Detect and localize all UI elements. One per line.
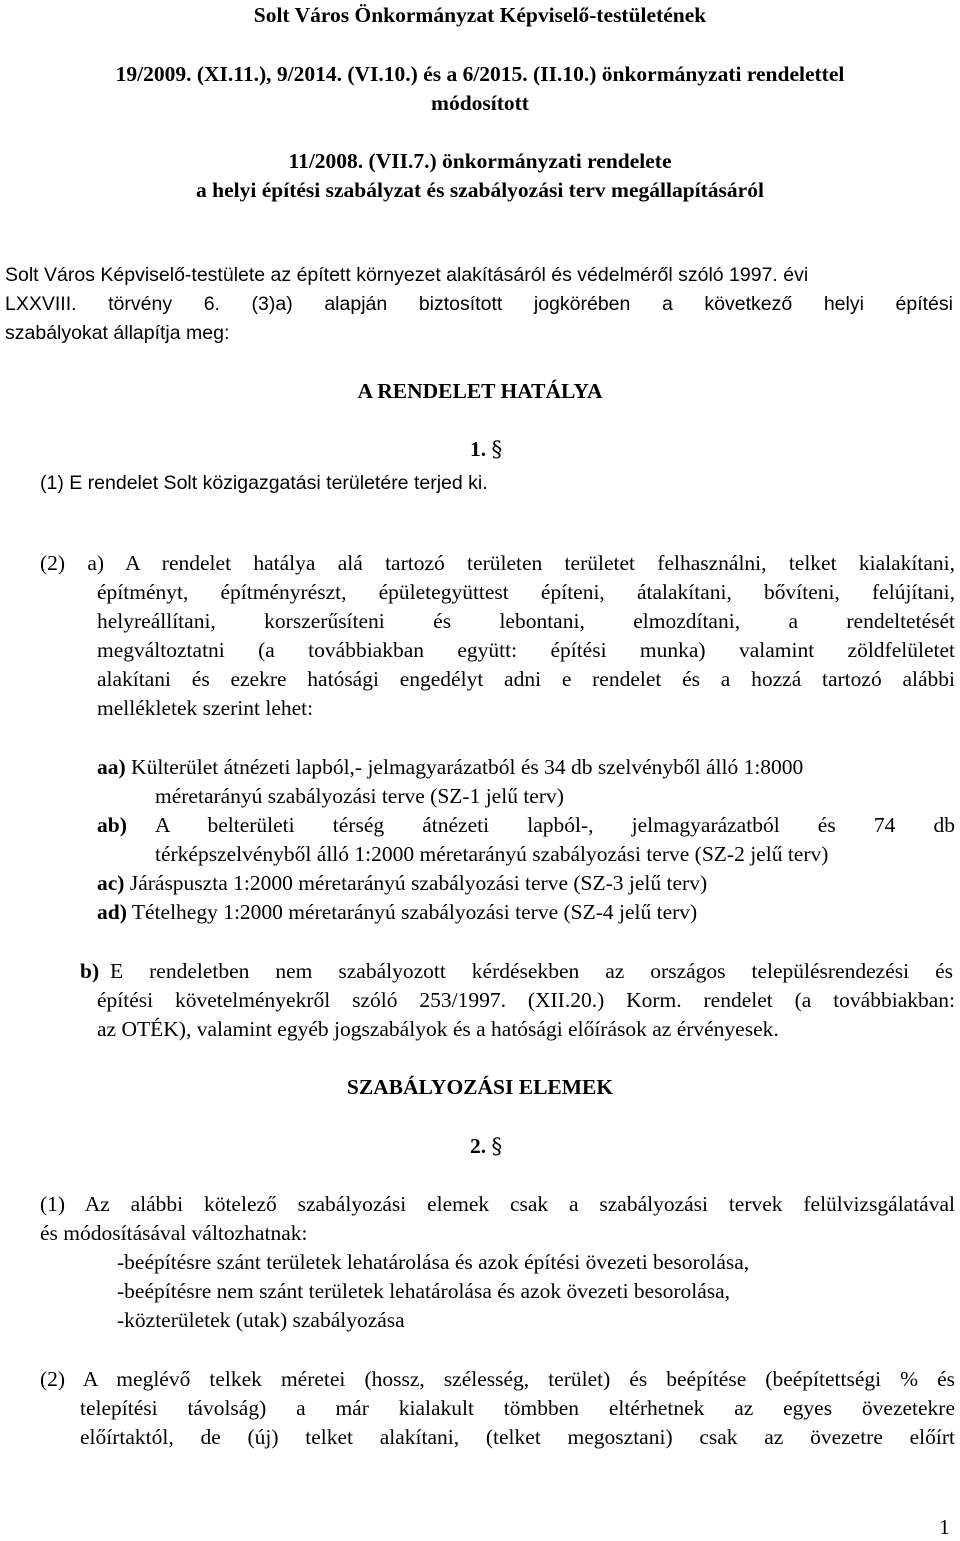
- section-1-p2-line-6: mellékletek szerint lehet:: [97, 696, 314, 720]
- s2-p2-line-1-text: (2) A meglévő telkek méretei (hossz, szélesség, terület) és beépítése (beépítettségi % és: [40, 1367, 955, 1391]
- section-1-number: [470, 436, 502, 463]
- item-b-line-2: [97, 987, 955, 1013]
- s2-p1-line-1-text: (1) Az alábbi kötelező szabályozási elemek csak a szabályozási tervek felülvizsgálatával: [40, 1192, 955, 1216]
- item-b-text: E rendeletben nem szabályozott kérdésekben az országos településrendezési és: [110, 959, 953, 983]
- item-ac-text: Járáspuszta 1:2000 méretarányú szabályozási terve (SZ-3 jelű terv): [129, 871, 708, 895]
- section-2-number: [470, 1133, 502, 1160]
- section-2-list-item: -beépítésre nem szánt területek lehatárolása és azok övezeti besorolása,: [117, 1279, 731, 1303]
- section-2-list-item: -beépítésre szánt területek lehatárolása és azok építési övezeti besorolása,: [117, 1250, 750, 1274]
- item-aa-line-2: méretarányú szabályozási terve (SZ-1 jelű terv): [155, 784, 564, 808]
- section-1-p2-line-4: [97, 637, 955, 663]
- item-ab-text: A belterületi térség átnézeti lapból-, jelmagyarázatból és 74 db: [155, 813, 955, 837]
- s2-p2-line-3-text: előírtaktól, de (új) telket alakítani, (telket megosztani) csak az övezetre előírt: [80, 1425, 955, 1449]
- section-1-p2-line-2: [97, 579, 955, 605]
- section-1-paragraph-1: (1) E rendelet Solt közigazgatási területére terjed ki.: [40, 472, 488, 494]
- item-b-line-3: az OTÉK), valamint egyéb jogszabályok és a hatósági előírások az érvényesek.: [97, 1017, 779, 1041]
- section-2-list-item: -közterületek (utak) szabályozása: [117, 1308, 405, 1332]
- p2-line-3-text: helyreállítani, korszerűsíteni és lebontani, elmozdítani, a rendeltetését: [97, 609, 955, 633]
- section-sign-icon: §: [491, 437, 503, 462]
- item-ab-line-2: térképszelvényből álló 1:2000 méretarányú szabályozási terve (SZ-2 jelű terv): [155, 842, 829, 866]
- p2-line-4-text: megváltoztatni (a továbbiakban együtt: építési munka) valamint zöldfelületet: [97, 638, 955, 662]
- item-ac-label: ac): [97, 871, 125, 895]
- item-ad-text: Tételhegy 1:2000 méretarányú szabályozási terve (SZ-4 jelű terv): [131, 900, 698, 924]
- preamble-line-3: szabályokat állapítja meg:: [5, 322, 230, 344]
- item-b-line-2-text: építési követelményekről szóló 253/1997. (XII.20.) Korm. rendelet (a továbbiakban:: [97, 988, 955, 1012]
- section-2-p2-line-3: [80, 1424, 955, 1450]
- item-b-label: b): [80, 959, 100, 983]
- p2-line-5-text: alakítani és ezekre hatósági engedélyt adni e rendelet és a hozzá tartozó alábbi: [97, 667, 955, 691]
- header-amendments: 19/2009. (XI.11.), 9/2014. (VI.10.) és a 6/2015. (II.10.) önkormányzati rendelettel: [115, 62, 845, 86]
- s2-p2-line-2-text: telepítési távolság) a már kialakult tömbben eltérhetnek az egyes övezetekre: [80, 1396, 955, 1420]
- page-number: 1: [939, 1515, 950, 1539]
- item-aa-text: Külterület átnézeti lapból,- jelmagyarázatból és 34 db szelvényből álló 1:8000: [131, 755, 804, 779]
- p2-line-1-text: (2) a) A rendelet hatálya alá tartozó területen területet felhasználni, telket kialakítani,: [40, 551, 955, 575]
- section-1-heading: A RENDELET HATÁLYA: [357, 379, 603, 403]
- section-2-p2-line-2: [80, 1395, 955, 1421]
- header-modified: módosított: [431, 91, 529, 115]
- item-aa-line-1: [97, 754, 955, 780]
- header-decree-title: a helyi építési szabályzat és szabályozási terv megállapításáról: [196, 178, 764, 202]
- section-2-number-text: 2.: [470, 1134, 487, 1158]
- header-council: Solt Város Önkormányzat Képviselő-testületének: [253, 3, 707, 27]
- item-ac: [97, 870, 707, 896]
- section-sign-icon: §: [491, 1134, 503, 1159]
- section-1-p2-line-1: [40, 550, 955, 576]
- preamble-line-2-text: LXXVIII. törvény 6. (3)a) alapján biztosított jogkörében a következő helyi építési: [5, 293, 953, 315]
- p2-line-2-text: építményt, építményrészt, épületegyüttest építeni, átalakítani, bővíteni, felújítani,: [97, 580, 955, 604]
- item-ad: [97, 899, 697, 925]
- item-ad-label: ad): [97, 900, 127, 924]
- section-2-p2-line-1: [40, 1366, 955, 1392]
- item-aa-label: aa): [97, 755, 126, 779]
- section-1-p2-line-5: [97, 666, 955, 692]
- section-1-number-text: 1.: [470, 437, 487, 461]
- section-2-p1-line-2: és módosításával változhatnak:: [40, 1221, 308, 1245]
- preamble-line-1: Solt Város Képviselő-testülete az épített környezet alakításáról és védelméről szóló 1997. évi: [5, 264, 809, 286]
- item-b-line-1: [80, 958, 955, 984]
- preamble-line-2: [5, 291, 953, 317]
- item-ab-label: ab): [97, 813, 127, 837]
- section-2-heading: SZABÁLYOZÁSI ELEMEK: [346, 1075, 614, 1099]
- header-decree-number: 11/2008. (VII.7.) önkormányzati rendelete: [288, 149, 672, 173]
- section-1-p2-line-3: [97, 608, 955, 634]
- item-ab-line-1: [97, 812, 955, 838]
- section-2-p1-line-1: [40, 1191, 955, 1217]
